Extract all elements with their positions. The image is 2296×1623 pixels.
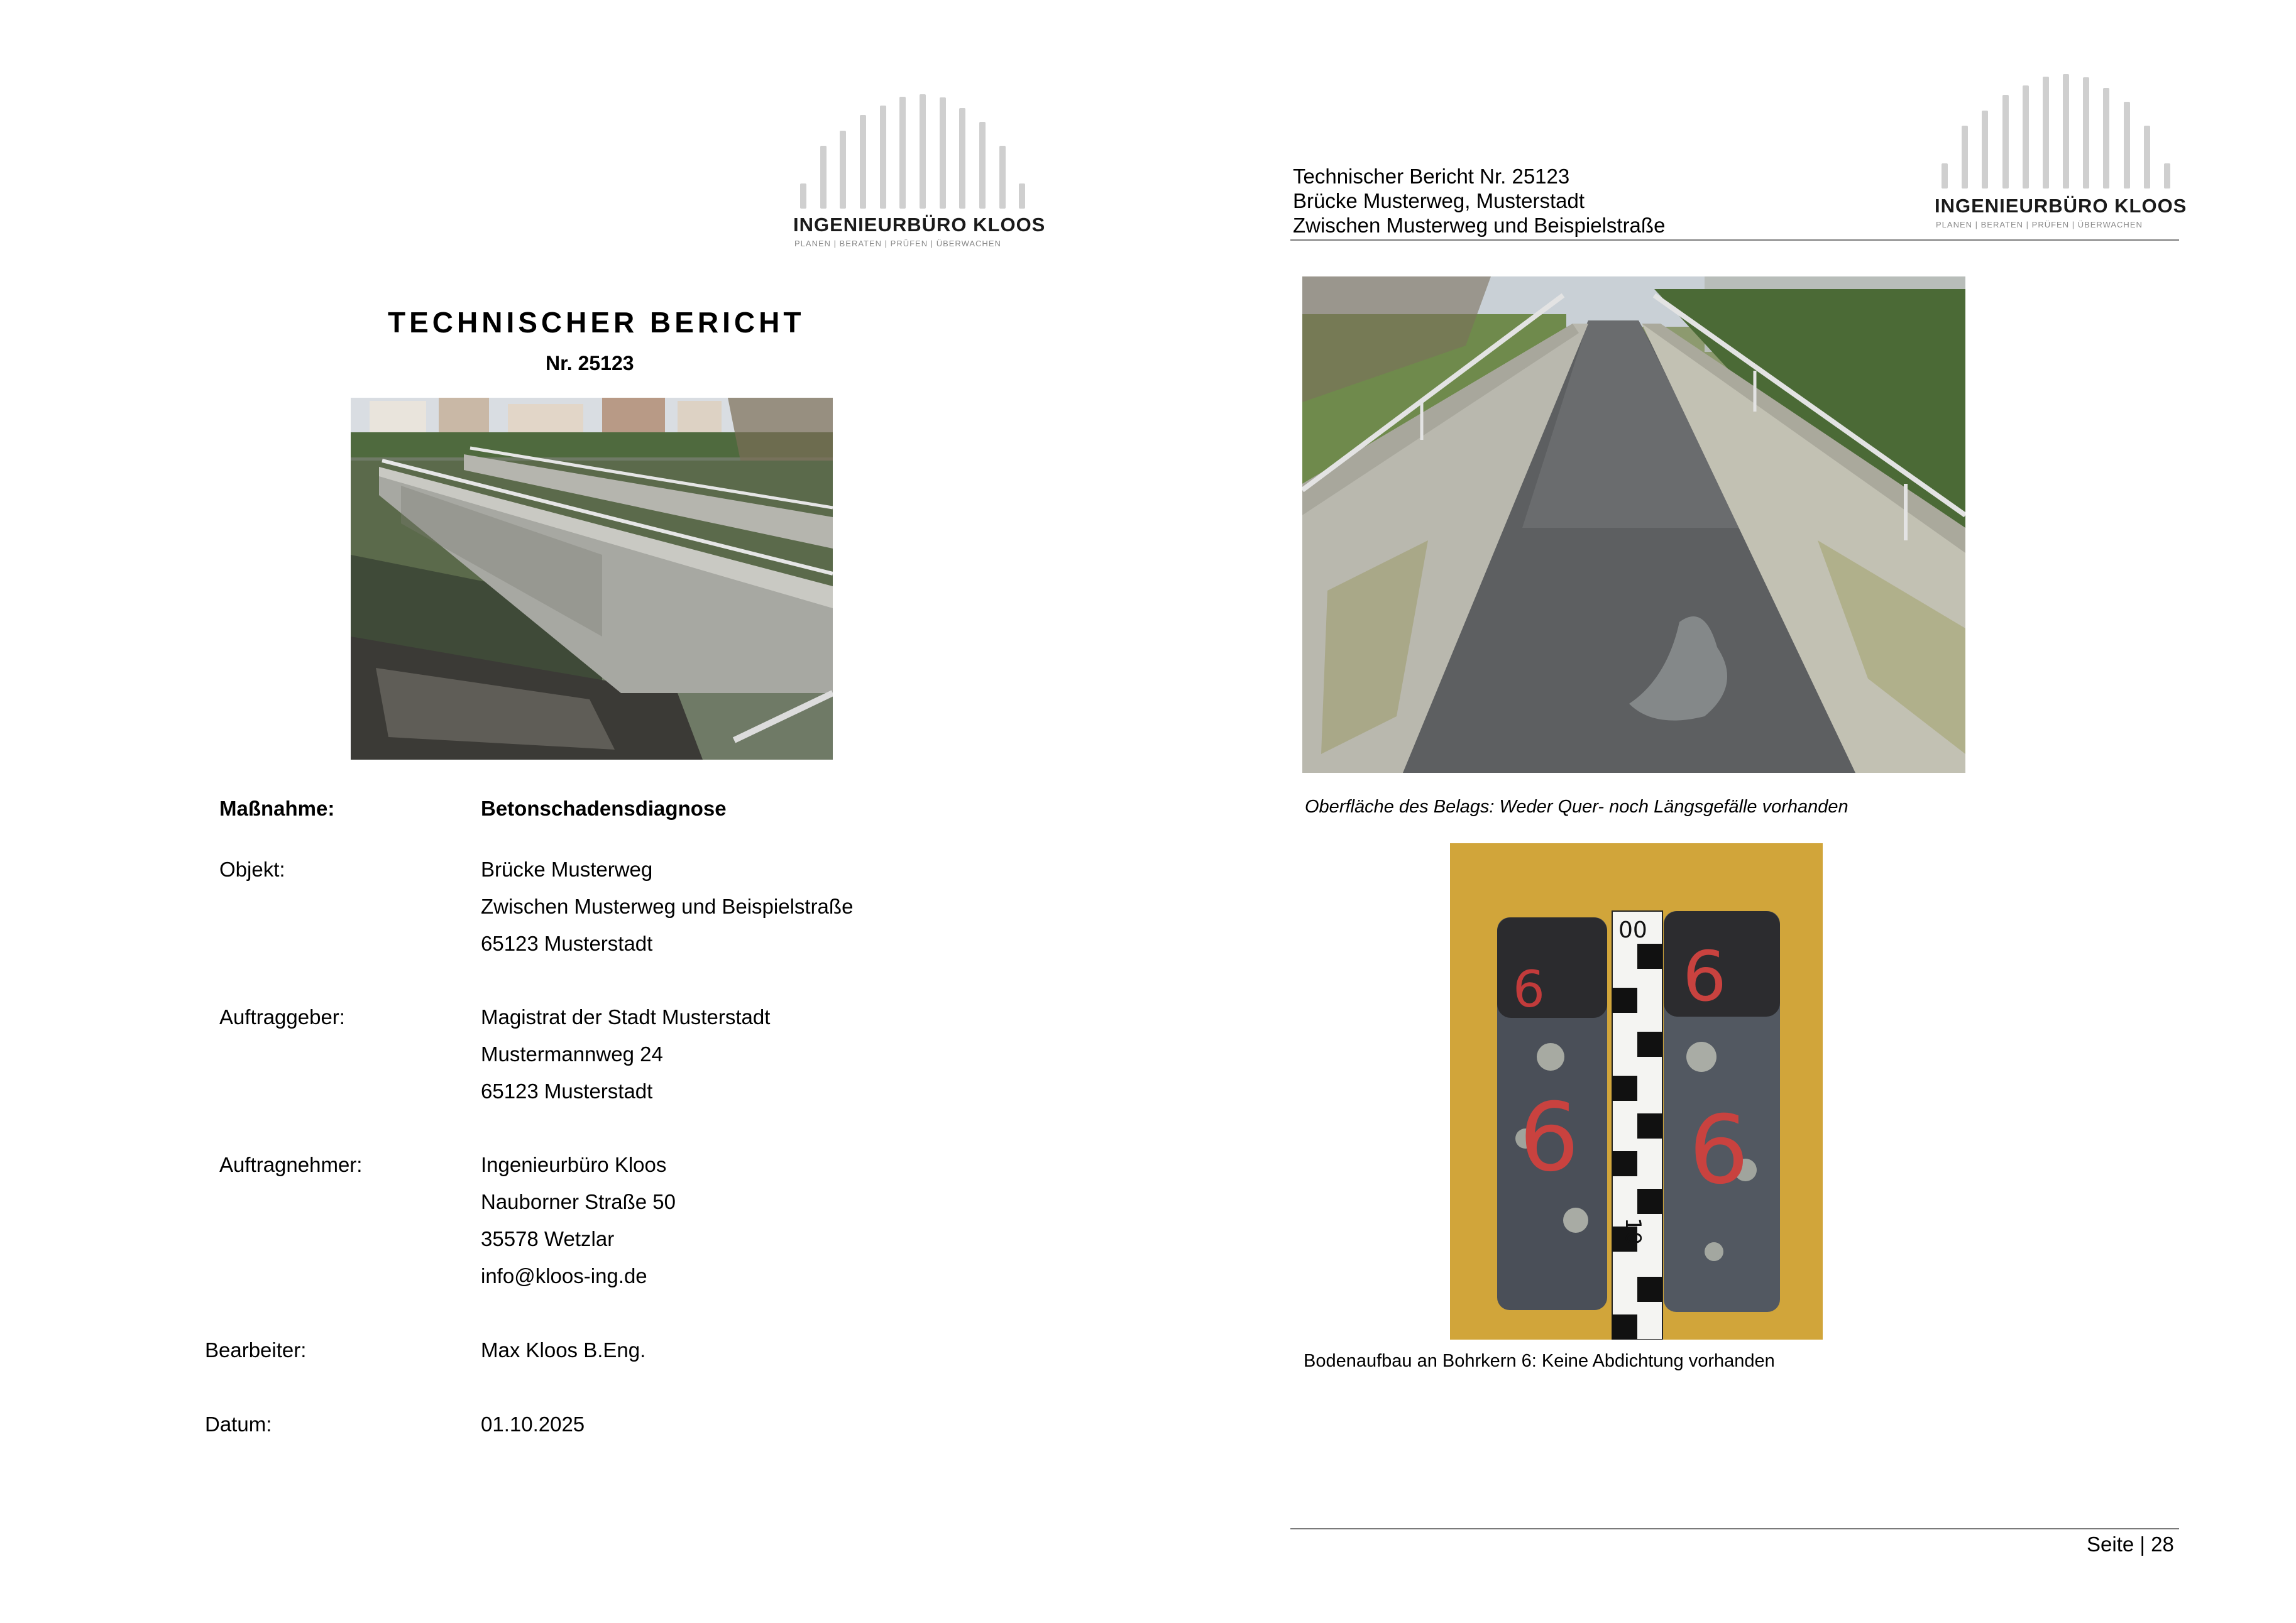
logo-bar — [2002, 95, 2009, 189]
header-line-3: Zwischen Musterweg und Beispielstraße — [1293, 214, 1666, 237]
logo-bars — [1935, 74, 2177, 189]
header-line-2: Brücke Musterweg, Musterstadt — [1293, 189, 1585, 212]
value-massnahme: Betonschadensdiagnose — [481, 797, 727, 820]
logo-bar — [800, 183, 806, 209]
logo-bar — [840, 131, 846, 209]
logo-bar — [880, 106, 886, 209]
walkway-surface-photo — [1302, 276, 1965, 773]
logo-tagline: PLANEN | BERATEN | PRÜFEN | ÜBERWACHEN — [1936, 220, 2143, 229]
value-auftragnehmer-line-2: Nauborner Straße 50 — [481, 1190, 676, 1213]
value-auftraggeber-line-2: Mustermannweg 24 — [481, 1042, 663, 1066]
logo-bar — [2144, 126, 2150, 189]
label-bearbeiter: Bearbeiter: — [205, 1338, 307, 1362]
logo-bar — [1019, 183, 1025, 209]
value-auftraggeber-line-3: 65123 Musterstadt — [481, 1079, 653, 1103]
logo-name: INGENIEURBÜRO KLOOS — [1935, 195, 2187, 217]
value-auftragnehmer-line-1: Ingenieurbüro Kloos — [481, 1153, 667, 1176]
label-objekt: Objekt: — [219, 858, 285, 881]
label-auftraggeber: Auftraggeber: — [219, 1005, 345, 1029]
caption-drill-core-photo: Bodenaufbau an Bohrkern 6: Keine Abdichtung vorhanden — [1304, 1351, 1775, 1371]
logo-bar — [999, 146, 1006, 209]
value-objekt-line-2: Zwischen Musterweg und Beispielstraße — [481, 895, 854, 918]
value-bearbeiter: Max Kloos B.Eng. — [481, 1338, 646, 1362]
value-auftragnehmer-line-3: 35578 Wetzlar — [481, 1227, 615, 1250]
logo-bar — [1982, 111, 1988, 189]
label-auftragnehmer: Auftragnehmer: — [219, 1153, 363, 1176]
footer-divider — [1290, 1528, 2179, 1529]
caption-walkway-photo: Oberfläche des Belags: Weder Quer- noch Längsgefälle vorhanden — [1305, 797, 1848, 817]
value-auftragnehmer-email: info@kloos-ing.de — [481, 1264, 647, 1287]
header-divider — [1290, 239, 2179, 241]
logo-name: INGENIEURBÜRO KLOOS — [793, 214, 1046, 236]
label-datum: Datum: — [205, 1413, 272, 1436]
core-mark: 6 — [1519, 1083, 1579, 1193]
core-mark: 6 — [1513, 960, 1545, 1019]
logo-bar — [979, 122, 986, 209]
logo-bar — [2164, 163, 2170, 189]
report-number: Nr. 25123 — [546, 352, 634, 374]
report-title: TECHNISCHER BERICHT — [388, 306, 805, 339]
logo-bar — [2063, 74, 2069, 189]
value-objekt-line-1: Brücke Musterweg — [481, 858, 653, 881]
logo-bar — [959, 108, 965, 209]
value-datum: 01.10.2025 — [481, 1413, 585, 1436]
logo-bar — [2103, 88, 2109, 189]
logo-tagline: PLANEN | BERATEN | PRÜFEN | ÜBERWACHEN — [794, 239, 1001, 248]
logo-bar — [1962, 126, 1968, 189]
page-number: Seite | 28 — [2087, 1533, 2174, 1556]
value-auftraggeber-line-1: Magistrat der Stadt Musterstadt — [481, 1005, 771, 1029]
logo-bar — [2124, 102, 2130, 189]
cover-bridge-photo — [351, 398, 833, 760]
logo-bar — [940, 97, 946, 209]
logo-bar — [2083, 77, 2089, 189]
header-line-1: Technischer Bericht Nr. 25123 — [1293, 165, 1570, 188]
core-mark: 6 — [1689, 1096, 1749, 1205]
value-objekt-line-3: 65123 Musterstadt — [481, 932, 653, 955]
ruler-label: 10 — [1620, 1218, 1645, 1245]
logo-bars — [793, 94, 1032, 209]
logo-bar — [899, 97, 906, 209]
logo-bar — [920, 94, 926, 209]
logo-bar — [1942, 163, 1948, 189]
drill-core-photo — [1450, 843, 1823, 1340]
core-mark: 6 — [1683, 936, 1727, 1017]
logo-bar — [2043, 77, 2049, 189]
logo-bar — [820, 146, 827, 209]
label-massnahme: Maßnahme: — [219, 797, 335, 820]
logo-bar — [2023, 85, 2029, 189]
logo-bar — [860, 115, 866, 209]
ruler-label: 00 — [1618, 917, 1647, 943]
